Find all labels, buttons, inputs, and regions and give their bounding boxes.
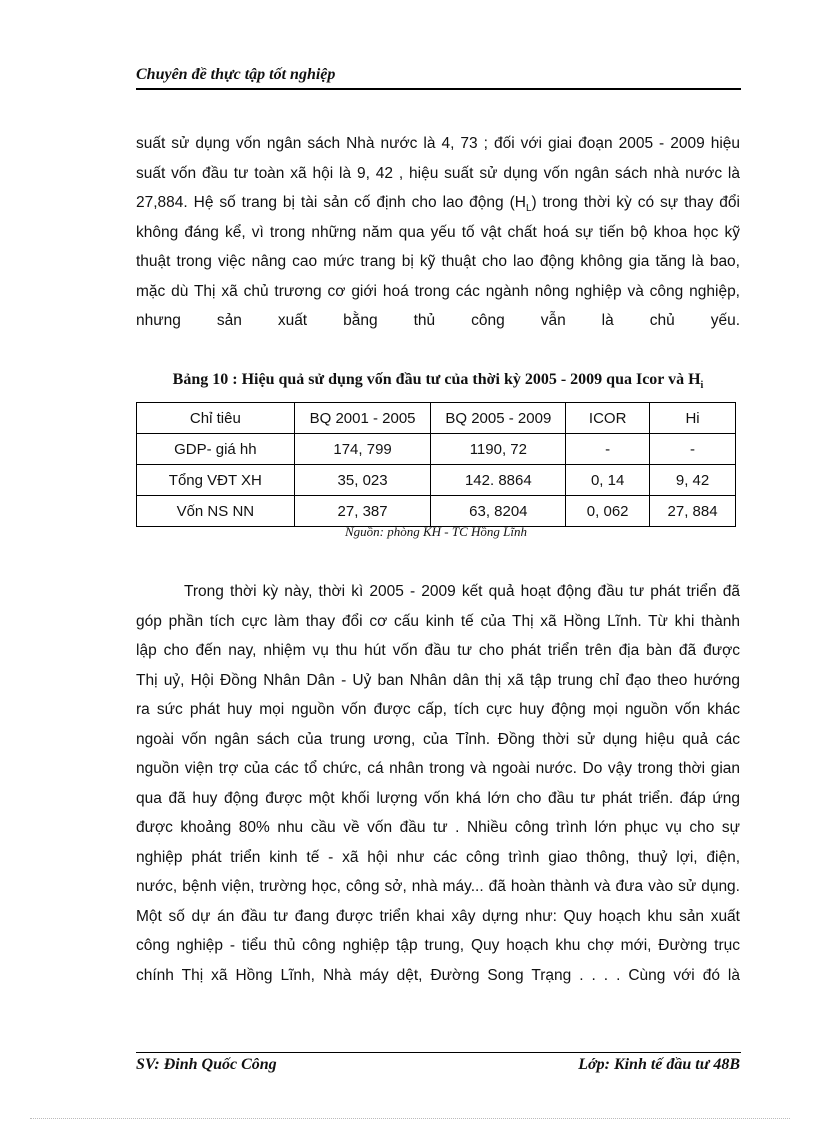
table-cell: 0, 14 <box>566 465 650 496</box>
table-caption <box>136 371 740 391</box>
table-row <box>137 465 736 496</box>
table-cell: - <box>566 434 650 465</box>
table-cell: Vốn NS NN <box>137 496 295 527</box>
paragraph-line: nước, bệnh viện, trường học, công sở, nhà máy... đã hoàn thành và đưa vào sử dụng. <box>136 878 740 895</box>
footer-divider <box>136 1052 741 1053</box>
efficiency-table <box>136 402 736 527</box>
paragraph-line: góp phần tích cực làm thay đổi cơ cấu kinh tế của Thị xã Hồng Lĩnh. Từ khi thành <box>136 612 740 630</box>
paragraph-line: thuật trong việc nâng cao mức trang bị kỹ thuật cho lao động không gia tăng là bao, <box>136 253 740 270</box>
table-caption-subscript: i <box>700 380 704 392</box>
table-row <box>137 434 736 465</box>
subscript: L <box>525 203 532 215</box>
paragraph-2 <box>136 577 740 990</box>
paragraph-line: chính Thị xã Hồng Lĩnh, Nhà máy dệt, Đường Song Trạng . . . . Cùng với đó là <box>136 966 740 984</box>
table-cell: - <box>650 434 736 465</box>
table-row <box>137 496 736 527</box>
column-header: BQ 2001 - 2005 <box>294 403 431 434</box>
table-cell: 27, 884 <box>650 496 736 527</box>
paragraph-line: mặc dù Thị xã chủ trương cơ giới hoá trong các ngành nông nghiệp và công nghiệp, <box>136 282 740 300</box>
table-cell: 9, 42 <box>650 465 736 496</box>
table-cell: GDP- giá hh <box>137 434 295 465</box>
paragraph-line: ra sức phát huy mọi nguồn vốn được cấp, tích cực huy động mọi nguồn vốn khác <box>136 701 740 718</box>
paragraph-line: công nghiệp - tiểu thủ công nghiệp tập trung, Quy hoạch khu chợ mới, Đường trục <box>136 937 740 954</box>
paragraph-line: Thị uỷ, Hội Đồng Nhân Dân - Uỷ ban Nhân dân thị xã tập trung chỉ đạo theo hướng <box>136 671 740 689</box>
paragraph-line: nguồn viện trợ của các tổ chức, cá nhân trong và ngoài nước. Do vậy trong thời gian <box>136 760 740 777</box>
column-header: Hi <box>650 403 736 434</box>
footer-student: SV: Đinh Quốc Công <box>136 1056 277 1073</box>
paragraph-line: nhưng sản xuất bằng thủ công vẫn là chủ yếu. <box>136 312 740 329</box>
paragraph-line: không đáng kể, vì trong những năm qua yếu tố vật chất hoá sự tiến bộ khoa học kỹ <box>136 223 740 241</box>
table-cell: 63, 8204 <box>431 496 566 527</box>
paragraph-line: ngoài vốn ngân sách của trung ương, của Tỉnh. Đồng thời sử dụng hiệu quả các <box>136 730 740 748</box>
table-cell: 35, 023 <box>294 465 431 496</box>
table-cell: 27, 387 <box>294 496 431 527</box>
paragraph-text: ) trong thời kỳ có sự thay đổi <box>531 194 740 211</box>
table-cell: 142. 8864 <box>431 465 566 496</box>
column-header: ICOR <box>566 403 650 434</box>
paragraph-1 <box>136 129 740 336</box>
table-cell: Tổng VĐT XH <box>137 465 295 496</box>
header-divider <box>136 88 741 90</box>
column-header: BQ 2005 - 2009 <box>431 403 566 434</box>
table-caption-text: Bảng 10 : Hiệu quả sử dụng vốn đầu tư của thời kỳ 2005 - 2009 qua Icor và H <box>172 371 701 388</box>
table-header-row <box>137 403 736 434</box>
paragraph-line: được khoảng 80% nhu cầu về vốn đầu tư . Nhiều công trình lớn phục vụ cho sự <box>136 819 740 836</box>
table-cell: 1190, 72 <box>431 434 566 465</box>
paragraph-line: qua đã huy động được một khối lượng vốn khá lớn cho đầu tư phát triển. đáp ứng <box>136 789 740 807</box>
paragraph-line <box>136 188 740 218</box>
column-header: Chỉ tiêu <box>137 403 295 434</box>
paragraph-text: 27,884. Hệ số trang bị tài sản cố định cho lao động (H <box>136 194 526 211</box>
page-bottom-border <box>30 1118 790 1119</box>
table-source-note: Nguồn: phòng KH - TC Hồng Lĩnh <box>344 524 528 539</box>
paragraph-line: suất sử dụng vốn ngân sách Nhà nước là 4, 73 ; đối với giai đoạn 2005 - 2009 hiệu <box>136 135 740 152</box>
paragraph-line: suất vốn đầu tư toàn xã hội là 9, 42 , hiệu suất sử dụng vốn ngân sách nhà nước là <box>136 164 740 182</box>
paragraph-line: nghiệp phát triển kinh tế - xã hội như các công trình giao thông, thuỷ lợi, điện, <box>136 848 740 866</box>
footer-class: Lớp: Kinh tế đầu tư 48B <box>578 1056 740 1073</box>
paragraph-line: Một số dự án đầu tư đang được triển khai xây dựng như: Quy hoạch khu sản xuất <box>136 907 740 925</box>
paragraph-line: lập cho đến nay, nhiệm vụ thu hút vốn đầu tư cho phát triển trên địa bàn đã được <box>136 642 740 659</box>
table-cell: 0, 062 <box>566 496 650 527</box>
paragraph-line: Trong thời kỳ này, thời kì 2005 - 2009 kết quả hoạt động đầu tư phát triển đã <box>184 583 740 600</box>
header-title: Chuyên đề thực tập tốt nghiệp <box>136 66 336 83</box>
table-cell: 174, 799 <box>294 434 431 465</box>
